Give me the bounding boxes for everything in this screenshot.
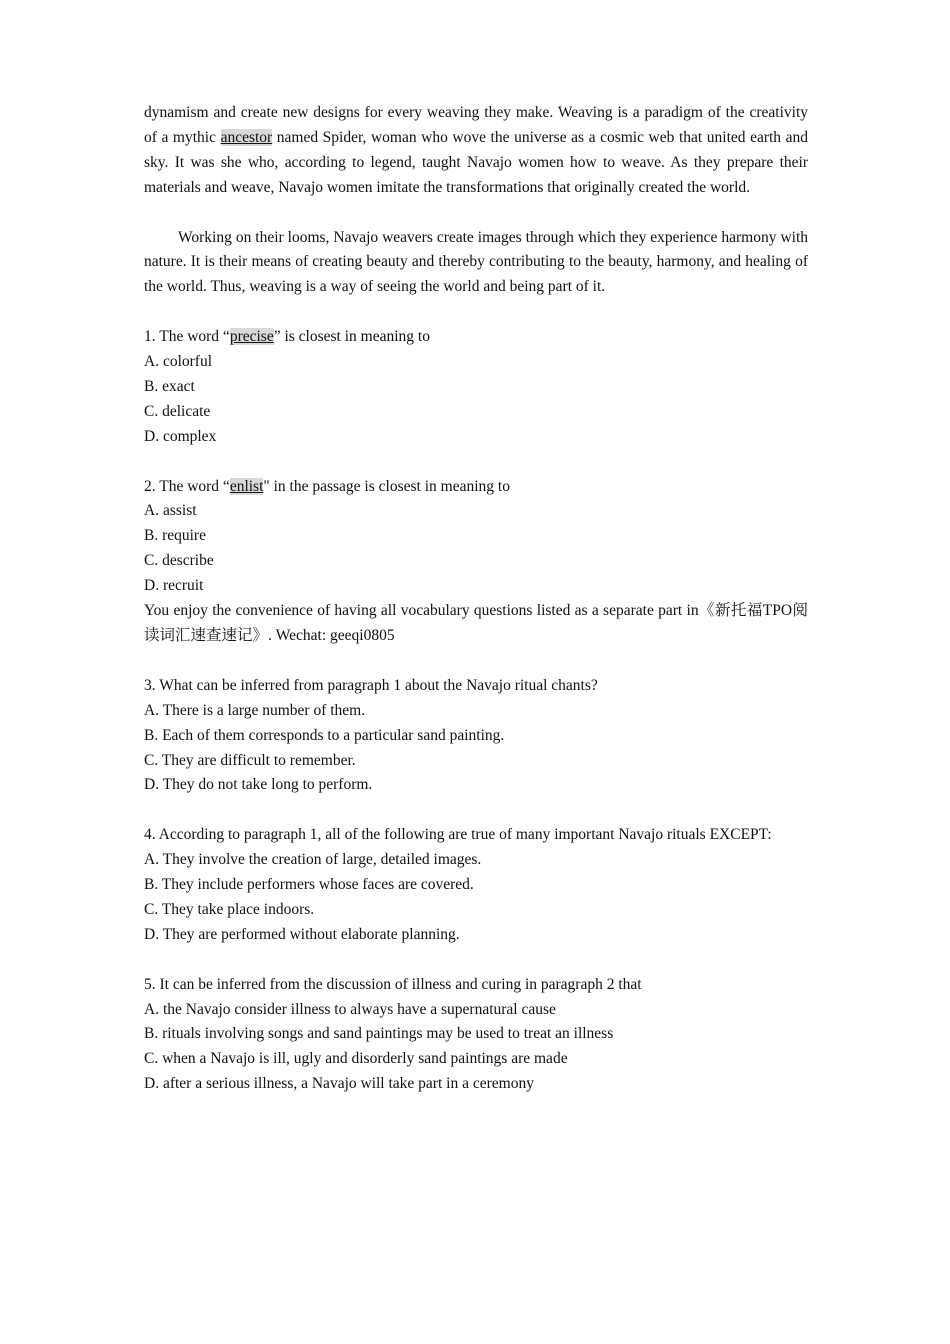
stem-text: ” is closest in meaning to xyxy=(273,328,430,346)
answer-option: B. Each of them corresponds to a particular sand painting. xyxy=(144,726,505,744)
highlighted-word-precise: precise xyxy=(229,328,274,346)
question-5 xyxy=(144,973,808,1098)
stem-text: " in the passage is closest in meaning to xyxy=(263,477,510,495)
answer-option: B. require xyxy=(144,527,206,545)
answer-option: D. They do not take long to perform. xyxy=(144,776,373,794)
question-stem: 3. What can be inferred from paragraph 1 about the Navajo ritual chants? xyxy=(144,676,598,694)
passage-paragraph-1 xyxy=(144,101,808,201)
answer-option: A. colorful xyxy=(144,353,213,371)
answer-option: D. after a serious illness, a Navajo will take part in a ceremony xyxy=(144,1075,534,1093)
stem-text: 1. The word “ xyxy=(144,328,230,346)
question-stem: 4. According to paragraph 1, all of the following are true of many important Navajo rituals EXCEPT: xyxy=(144,826,772,844)
promo-note: You enjoy the convenience of having all vocabulary questions listed as a separate part in《新托福TPO阅读词汇速查速记》. Wechat: geeqi0805 xyxy=(144,602,808,644)
answer-option: D. complex xyxy=(144,427,217,445)
answer-option: B. exact xyxy=(144,377,195,395)
passage-text: dynamism and create new designs for every weaving they make. Weaving is a paradigm of the creativity of a mythic xyxy=(144,104,808,146)
answer-option: C. They are difficult to remember. xyxy=(144,751,356,769)
answer-option: D. recruit xyxy=(144,577,204,595)
question-1 xyxy=(144,325,808,450)
answer-option: A. There is a large number of them. xyxy=(144,701,366,719)
passage-paragraph-2: Working on their looms, Navajo weavers create images through which they experience harmony with nature. It is their means of creating beauty and thereby contributing to the beauty, harmony, and healing of the world. Thus, weaving is a way of seeing the world and being part of it. xyxy=(144,228,808,296)
answer-option: B. They include performers whose faces are covered. xyxy=(144,876,474,894)
answer-option: B. rituals involving songs and sand paintings may be used to treat an illness xyxy=(144,1025,614,1043)
answer-option: C. delicate xyxy=(144,402,211,420)
answer-option: C. when a Navajo is ill, ugly and disorderly sand paintings are made xyxy=(144,1050,568,1068)
answer-option: A. assist xyxy=(144,502,197,520)
question-4 xyxy=(144,823,808,948)
answer-option: A. the Navajo consider illness to always have a supernatural cause xyxy=(144,1000,556,1018)
question-2 xyxy=(144,475,808,600)
answer-option: A. They involve the creation of large, detailed images. xyxy=(144,851,482,869)
highlighted-word-ancestor: ancestor xyxy=(220,128,273,146)
question-stem xyxy=(144,325,808,350)
answer-option: C. describe xyxy=(144,552,214,570)
document-page xyxy=(144,101,808,1097)
stem-text: 2. The word “ xyxy=(144,477,230,495)
answer-option: C. They take place indoors. xyxy=(144,900,315,918)
passage-text: named Spider, woman who wove the universe as a cosmic web that united earth and sky. It was she who, according to legend, taught Navajo women how to weave. As they prepare their materials and weave, Navajo women imitate the transformations that originally created the world. xyxy=(144,128,808,196)
question-stem: 5. It can be inferred from the discussion of illness and curing in paragraph 2 that xyxy=(144,975,642,993)
answer-option: D. They are performed without elaborate planning. xyxy=(144,925,460,943)
question-3 xyxy=(144,674,808,799)
highlighted-word-enlist: enlist xyxy=(229,477,264,495)
question-stem xyxy=(144,475,808,500)
